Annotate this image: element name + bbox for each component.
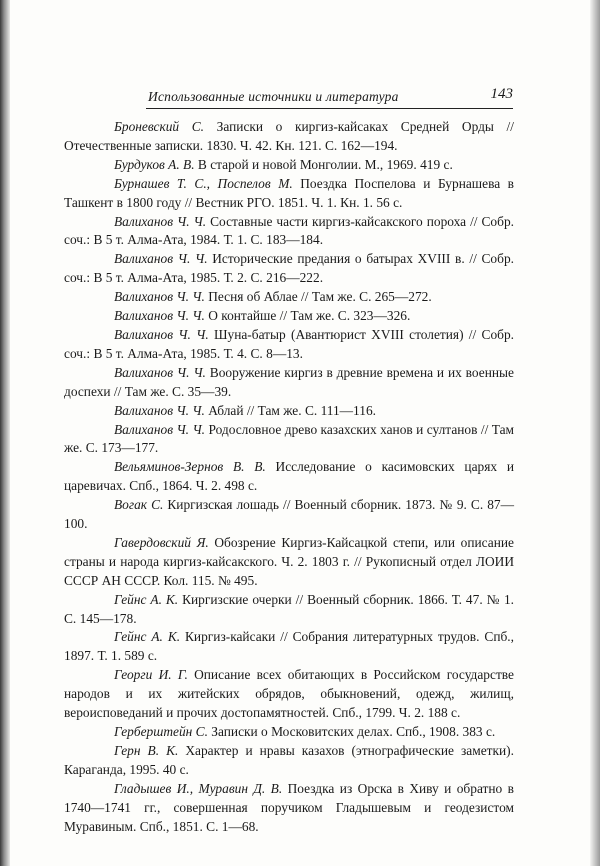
entry-author: Валиханов Ч. Ч. [114,402,205,418]
entry-text: Поездка Поспелова и Бурнашева в Ташкент в 1800 году // Вестник РГО. 1851. Ч. 1. Кн. 1. 56 с. [64,175,515,210]
running-title: Использованные источники и литература [148,89,399,104]
entry-text: Родословное древо казахских ханов и султанов // Там же. С. 173—177. [64,421,514,456]
entry-text: Обозрение Киргиз-Кайсацкой степи, или описание страны и народа киргиз-кайсакского. Ч. 2. 1803 г. // Рукописный отдел ЛОИИ СССР АН СССР. Кол. 115. № 495. [64,534,515,588]
entry-text: Записки о киргиз-кайсаках Средней Орды // Отечественные записки. 1830. Ч. 42. Кн. 121. С. 162—194. [64,119,514,153]
bibliography-entry [64,458,514,496]
entry-author: Гавердовский Я. [114,534,209,550]
page-edge-shadow [590,0,600,866]
entry-text: Аблай // Там же. С. 111—116. [204,402,376,418]
entry-author: Валиханов Ч. Ч. [114,364,206,380]
entry-author: Вельяминов-Зернов В. В. [114,459,266,475]
entry-text: Поездка из Орска в Хиву и обратно в 1740—1741 гг., совершенная поручиком Гладышевым и геодезистом Муравиным. Спб., 1851. С. 1—68. [64,780,514,834]
entry-text: Песня об Аблае // Там же. С. 265—272. [204,289,432,305]
entry-author: Бурдуков А. В. [114,156,195,172]
entry-author: Валиханов Ч. Ч. [114,213,207,229]
bibliography-entry [64,402,514,421]
entry-text: Характер и нравы казахов (этнографические заметки). Караганда, 1995. 40 с. [64,742,514,777]
entry-author: Вогак С. [114,497,164,513]
bibliography-entry [64,742,514,780]
page-number: 143 [490,86,513,102]
bibliography-entry [64,628,514,666]
entry-author: Валиханов Ч. Ч. [114,251,208,267]
bibliography-entry [64,534,514,591]
entry-text: Записки о Московитских делах. Спб., 1908. 383 с. [207,724,496,739]
entry-author: Герберштейн С. [114,724,208,739]
bibliography-entry [64,723,514,742]
entry-author: Герн В. К. [114,742,179,758]
bibliography-entry [64,250,514,288]
bibliography-entry [64,326,514,364]
bibliography-entry [64,666,514,723]
bibliography-entry [64,307,514,326]
bibliography-entry [64,591,514,629]
bibliography-list [64,118,514,836]
entry-author: Валиханов Ч. Ч. [114,289,205,305]
bibliography-entry [64,175,514,213]
entry-text: Исторические предания о батырах XVIII в. // Собр. соч.: В 5 т. Алма-Ата, 1985. Т. 2. С. 216—222. [64,251,514,286]
entry-text: Вооружение киргиз в древние времена и их военные доспехи // Там же. С. 35—39. [64,364,514,399]
entry-author: Броневский С. [114,119,205,134]
entry-author: Гейнс А. К. [114,591,179,607]
book-spine-shadow [0,0,10,866]
bibliography-entry [64,156,514,175]
entry-text: Исследование о касимовских царях и царевичах. Спб., 1864. Ч. 2. 498 с. [64,459,515,494]
entry-author: Валиханов Ч. Ч. [114,326,209,342]
entry-text: Описание всех обитающих в Российском государстве народов и их житейских обрядов, обыкновений, одежд, жилищ, вероисповеданий и прочих достопамятностей. Спб., 1799. Ч. 2. 188 с. [64,667,514,721]
entry-text: Шуна-батыр (Авантюрист XVIII столетия) // Собр. соч.: В 5 т. Алма-Ата, 1985. Т. 4. С. 8—13. [64,326,514,361]
bibliography-entry [64,421,514,459]
bibliography-entry [64,118,514,156]
entry-text: О контайше // Там же. С. 323—326. [204,308,411,324]
entry-author: Гладышев И., Муравин Д. В. [114,780,283,796]
entry-author: Валиханов Ч. Ч. [114,421,206,437]
entry-author: Гейнс А. К. [114,629,181,645]
entry-author: Георги И. Г. [114,667,188,683]
entry-text: Киргиз-кайсаки // Собрания литературных трудов. Спб., 1897. Т. 1. 589 с. [64,629,514,664]
bibliography-entry [64,496,514,534]
page-header [146,86,513,109]
bibliography-entry [64,780,514,837]
entry-text: Киргизские очерки // Военный сборник. 1866. Т. 47. № 1. С. 145—178. [64,591,514,626]
entry-text: Составные части киргиз-кайсакского пороха // Собр. соч.: В 5 т. Алма-Ата, 1984. Т. 1. С. 183—184. [64,213,514,248]
entry-text: В старой и новой Монголии. М., 1969. 419 с. [194,156,453,172]
entry-author: Валиханов Ч. Ч. [114,308,205,324]
bibliography-entry [64,213,514,251]
bibliography-entry [64,364,514,402]
entry-text: Киргизская лошадь // Военный сборник. 1873. № 9. С. 87—100. [64,497,514,532]
bibliography-entry [64,288,514,307]
entry-author: Бурнашев Т. С., Поспелов М. [114,175,293,191]
